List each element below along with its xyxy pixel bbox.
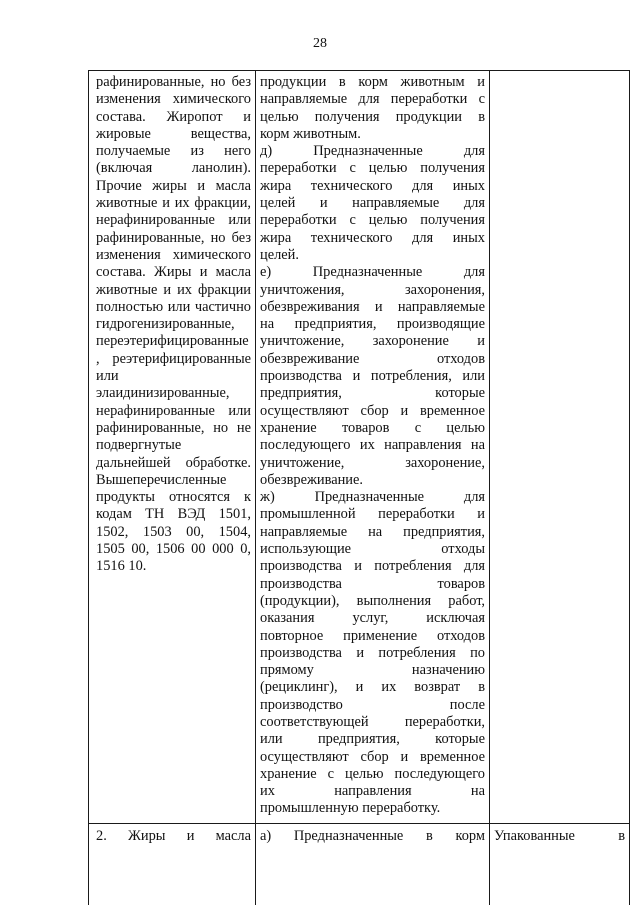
text-line: элаидинизированные, — [96, 385, 230, 402]
text-line: получаемые из него — [96, 143, 251, 160]
text-line: производства товаров — [260, 575, 485, 592]
text-line: производства и потребления для — [260, 558, 485, 575]
row1-product-description — [96, 74, 251, 576]
text-line: нерафинированные или — [96, 402, 251, 419]
text-line: промышленной переработки и — [260, 506, 485, 523]
text-line: , реэтерифицированные — [96, 350, 251, 367]
text-line: направляемые на предприятия, — [260, 523, 485, 540]
text-line: или предприятия, которые — [260, 731, 485, 748]
row2-purpose-description — [260, 828, 485, 845]
text-line: прямому назначению — [260, 662, 485, 679]
text-line: 1502, 1503 00, 1504, — [96, 523, 251, 540]
text-line: их направления на — [260, 783, 485, 800]
text-line: уничтожение, захоронение, — [260, 454, 485, 471]
text-line: (рециклинг), и их возврат в — [260, 679, 485, 696]
text-line: е) Предназначенные для — [260, 264, 485, 281]
text-line: целью получения продукции в — [260, 108, 485, 125]
text-line: переэтерифицированные — [96, 333, 249, 350]
text-line: д) Предназначенные для — [260, 143, 485, 160]
text-line: 1505 00, 1506 00 000 0, — [96, 541, 251, 558]
text-line: переработки с целью получения — [260, 212, 485, 229]
regulation-table — [88, 70, 630, 905]
text-line: хранение с целью последующего — [260, 765, 485, 782]
text-line: Прочие жиры и масла — [96, 177, 251, 194]
text-line: обезвреживания и направляемые — [260, 298, 485, 315]
text-line: продукты относятся к — [96, 489, 251, 506]
text-line: состава. Жиропот и — [96, 108, 251, 125]
column-divider-2 — [489, 71, 490, 905]
text-line: Упакованные в — [494, 828, 625, 844]
text-line: осуществляют сбор и временное — [260, 748, 485, 765]
text-line: состава. Жиры и масла — [96, 264, 251, 281]
text-line: переработки с целью получения — [260, 160, 485, 177]
row1-purpose-description — [260, 74, 485, 818]
text-line: на предприятия, производящие — [260, 316, 485, 333]
text-line: изменения химического — [96, 91, 251, 108]
text-line: последующего их направления на — [260, 437, 485, 454]
text-line: 1516 10. — [96, 558, 147, 575]
row-divider — [89, 823, 629, 824]
text-line: обезвреживание. — [260, 471, 363, 488]
text-line: ж) Предназначенные для — [260, 489, 485, 506]
text-line: полностью или частично — [96, 298, 251, 315]
row2-conditions — [494, 828, 625, 845]
text-line: оказания услуг, исключая — [260, 610, 485, 627]
text-line: производство после — [260, 696, 485, 713]
text-line: целей и направляемые для — [260, 195, 485, 212]
text-line: использующие отходы — [260, 541, 485, 558]
text-line: жировые вещества, — [96, 125, 251, 142]
text-line: а) Предназначенные в корм — [260, 828, 485, 844]
text-line: жира технического для иных — [260, 177, 485, 194]
text-line: жира технического для иных — [260, 229, 485, 246]
text-line: (продукции), выполнения работ, — [260, 592, 485, 609]
text-line: производства и потребления по — [260, 644, 485, 661]
text-line: рафинированные, но не — [96, 419, 251, 436]
page-number: 28 — [313, 36, 327, 51]
text-line: предприятия, которые — [260, 385, 485, 402]
text-line: животные и их фракции — [96, 281, 251, 298]
text-line: 2. Жиры и масла — [96, 828, 251, 844]
text-line: Вышеперечисленные — [96, 471, 227, 488]
text-line: подвергнутые — [96, 437, 182, 454]
text-line: промышленную переработку. — [260, 800, 441, 817]
text-line: соответствующей переработки, — [260, 713, 485, 730]
text-line: хранение товаров с целью — [260, 419, 485, 436]
text-line: повторное применение отходов — [260, 627, 485, 644]
text-line: рафинированные, но без — [96, 229, 251, 246]
text-line: целей. — [260, 246, 299, 263]
row2-product-description — [96, 828, 251, 845]
text-line: изменения химического — [96, 246, 251, 263]
text-line: обезвреживание отходов — [260, 350, 485, 367]
text-line: кодам ТН ВЭД 1501, — [96, 506, 251, 523]
text-line: или — [96, 368, 119, 385]
text-line: направляемые для переработки с — [260, 91, 485, 108]
text-line: дальнейшей обработке. — [96, 454, 251, 471]
text-line: рафинированные, но без — [96, 74, 251, 90]
text-line: уничтожения, захоронения, — [260, 281, 485, 298]
text-line: нерафинированные или — [96, 212, 251, 229]
text-line: уничтожение, захоронение и — [260, 333, 485, 350]
text-line: гидрогенизированные, — [96, 316, 235, 333]
text-line: производства и потребления, или — [260, 368, 485, 385]
text-line: осуществляют сбор и временное — [260, 402, 485, 419]
text-line: (включая ланолин). — [96, 160, 251, 177]
text-line: продукции в корм животным и — [260, 74, 485, 90]
column-divider-1 — [255, 71, 256, 905]
text-line: животные и их фракции, — [96, 195, 251, 212]
text-line: корм животным. — [260, 125, 361, 142]
